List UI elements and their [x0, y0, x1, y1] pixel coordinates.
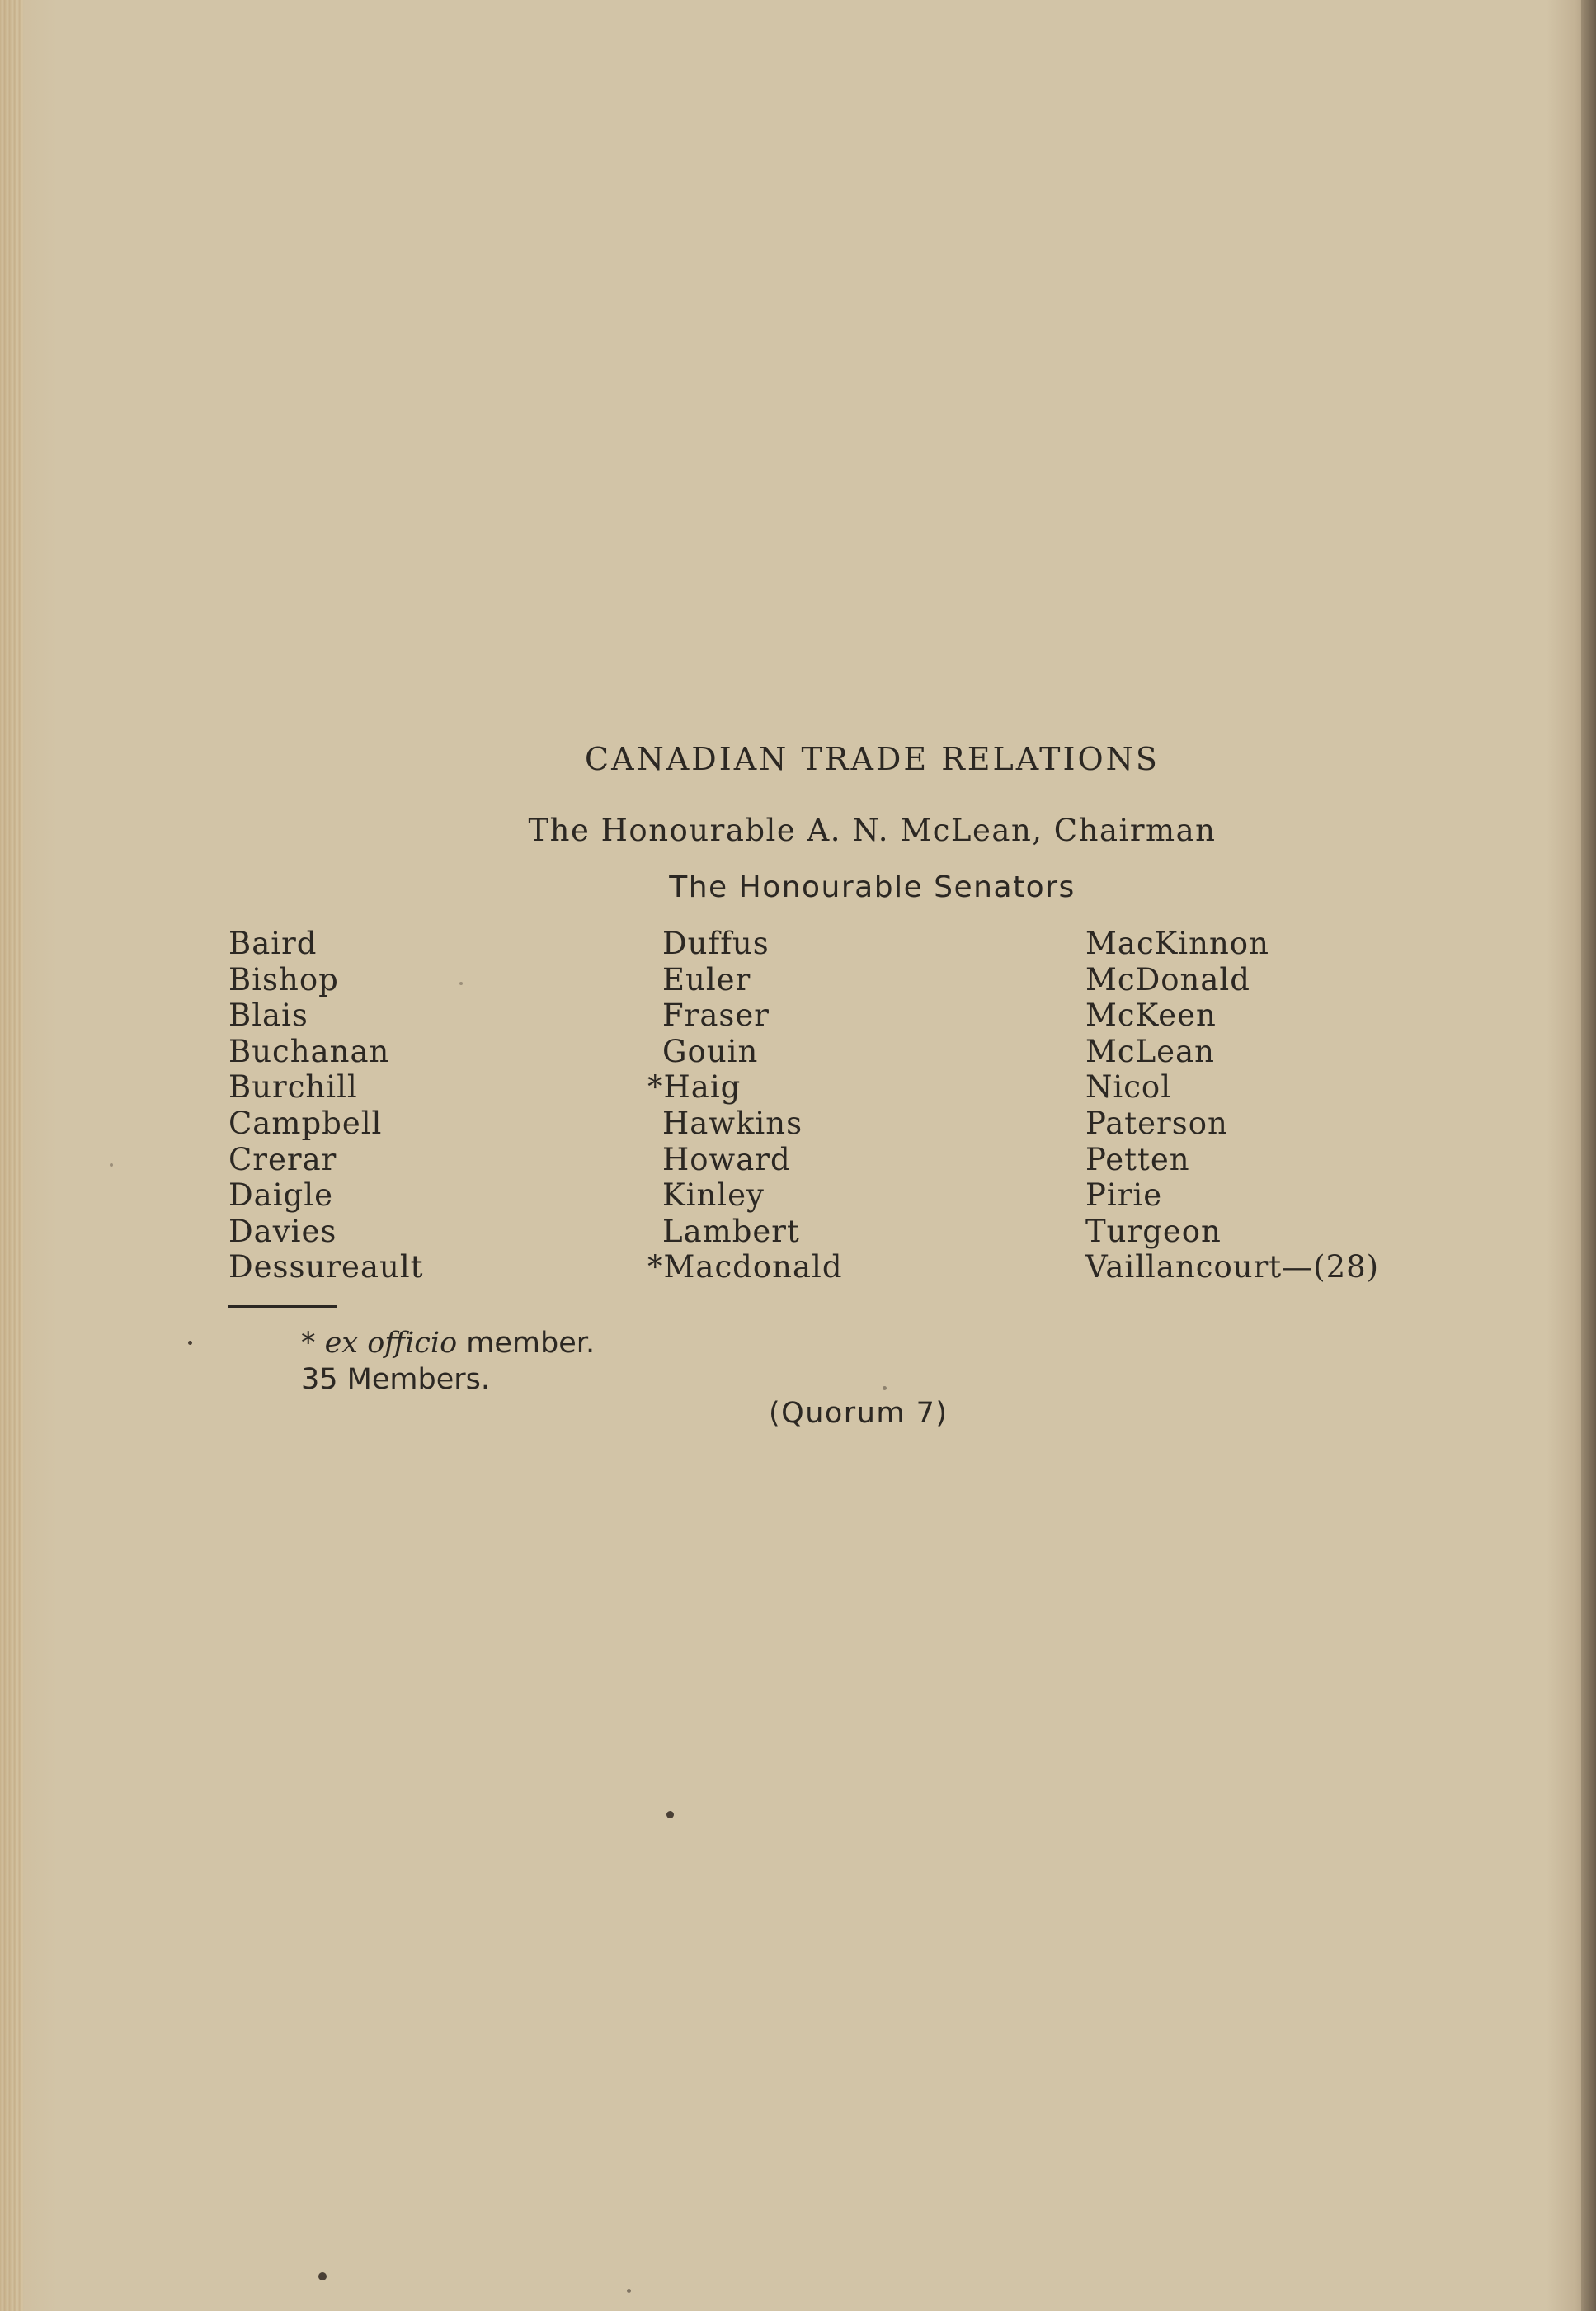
member-name: McLean — [1085, 1033, 1215, 1069]
member-name: McKeen — [1085, 998, 1217, 1034]
member-name: Campbell — [228, 1105, 383, 1141]
committee-title: CANADIAN TRADE RELATIONS — [585, 741, 1160, 777]
footnote — [301, 1325, 595, 1398]
paper-speck — [666, 1811, 674, 1818]
member-name: Nicol — [1085, 1069, 1172, 1106]
chairman-line: The Honourable A. N. McLean, Chairman — [528, 813, 1217, 848]
member-column-3 — [1085, 926, 1379, 1285]
ex-officio-text: ex officio — [324, 1327, 458, 1360]
member-word: member. — [466, 1327, 596, 1360]
paper-speck — [110, 1163, 113, 1167]
member-name: Pirie — [1085, 1177, 1163, 1214]
member-name: Paterson — [1085, 1105, 1228, 1141]
footnote-rule — [228, 1305, 337, 1308]
page-edge-left — [0, 0, 23, 2311]
member-name: Baird — [228, 926, 318, 961]
member-name: Howard — [662, 1141, 791, 1177]
member-name: Vaillancourt—(28) — [1085, 1249, 1380, 1285]
member-name: Lambert — [662, 1213, 800, 1249]
paper-speck — [318, 2272, 327, 2280]
ex-officio-note — [301, 1325, 595, 1361]
member-column-2 — [647, 926, 843, 1285]
member-name: McDonald — [1085, 961, 1250, 998]
member-name: *Macdonald — [647, 1249, 843, 1285]
member-column-1 — [228, 926, 424, 1285]
paper-speck — [883, 1386, 887, 1390]
member-name: Gouin — [662, 1033, 759, 1069]
member-name: Davies — [228, 1213, 337, 1249]
member-name: Turgeon — [1085, 1213, 1222, 1249]
member-name: Fraser — [662, 998, 770, 1034]
member-name: Dessureault — [228, 1249, 424, 1285]
member-name: Petten — [1085, 1141, 1190, 1177]
member-name: Hawkins — [662, 1105, 803, 1141]
member-name: Euler — [662, 961, 751, 998]
senators-heading: The Honourable Senators — [669, 870, 1076, 904]
member-name: Bishop — [228, 961, 339, 998]
total-members: 35 Members. — [301, 1363, 490, 1396]
member-name: MacKinnon — [1085, 926, 1269, 961]
asterisk-mark: * — [301, 1327, 316, 1360]
member-name: Crerar — [228, 1141, 337, 1177]
quorum-note: (Quorum 7) — [769, 1397, 949, 1430]
member-name: Blais — [228, 998, 308, 1034]
member-name: Burchill — [228, 1069, 358, 1106]
paper-speck — [459, 982, 463, 985]
member-name: *Haig — [647, 1069, 742, 1106]
page-edge-right — [1581, 0, 1596, 2311]
member-name: Daigle — [228, 1177, 333, 1214]
member-name: Duffus — [662, 926, 770, 961]
paper-speck — [188, 1341, 192, 1345]
paper-speck — [627, 2289, 631, 2293]
member-name: Buchanan — [228, 1033, 390, 1069]
member-name: Kinley — [662, 1177, 765, 1214]
